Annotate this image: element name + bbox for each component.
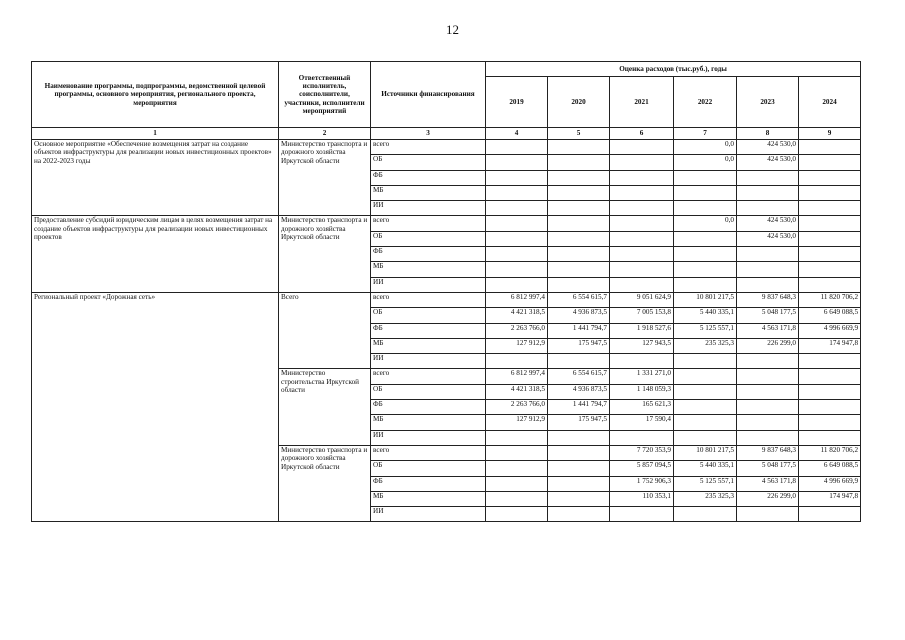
amount-cell: 4 421 318,5 <box>486 308 548 323</box>
amount-cell <box>674 384 737 399</box>
amount-cell: 1 331 271,0 <box>610 369 674 384</box>
amount-cell <box>737 247 799 262</box>
amount-cell <box>799 384 861 399</box>
amount-cell <box>674 247 737 262</box>
amount-cell <box>799 369 861 384</box>
amount-cell <box>737 185 799 200</box>
amount-cell: 4 563 171,8 <box>737 323 799 338</box>
amount-cell: 2 263 766,0 <box>486 400 548 415</box>
amount-cell <box>799 185 861 200</box>
amount-cell: 4 421 318,5 <box>486 384 548 399</box>
amount-cell: 6 649 088,5 <box>799 308 861 323</box>
amount-cell <box>737 170 799 185</box>
header-responsible: Ответственный исполнитель, соисполнители, участники, исполнители мероприятий <box>279 62 371 128</box>
header-year: 2021 <box>610 77 674 128</box>
amount-cell: 226 299,0 <box>737 491 799 506</box>
amount-cell: 5 440 335,1 <box>674 308 737 323</box>
amount-cell: 235 325,3 <box>674 491 737 506</box>
amount-cell <box>548 155 610 170</box>
amount-cell: 1 441 794,7 <box>548 400 610 415</box>
amount-cell <box>548 216 610 231</box>
amount-cell <box>737 400 799 415</box>
amount-cell <box>548 491 610 506</box>
amount-cell <box>674 507 737 522</box>
column-number: 2 <box>279 128 371 140</box>
amount-cell <box>486 247 548 262</box>
amount-cell <box>674 415 737 430</box>
amount-cell: 17 590,4 <box>610 415 674 430</box>
item-name-cell: Региональный проект «Дорожная сеть» <box>32 292 279 521</box>
amount-cell <box>610 216 674 231</box>
funding-source-cell: всего <box>371 369 486 384</box>
amount-cell <box>610 247 674 262</box>
amount-cell <box>610 231 674 246</box>
amount-cell <box>486 262 548 277</box>
amount-cell: 235 325,3 <box>674 338 737 353</box>
amount-cell <box>799 415 861 430</box>
amount-cell <box>486 491 548 506</box>
funding-source-cell: всего <box>371 292 486 307</box>
amount-cell: 226 299,0 <box>737 338 799 353</box>
amount-cell: 5 857 094,5 <box>610 461 674 476</box>
amount-cell <box>674 231 737 246</box>
amount-cell <box>610 140 674 155</box>
responsible-cell: Министерство транспорта и дорожного хозяйства Иркутской области <box>279 216 371 292</box>
amount-cell <box>486 461 548 476</box>
amount-cell <box>799 400 861 415</box>
amount-cell: 110 353,1 <box>610 491 674 506</box>
responsible-cell: Министерство транспорта и дорожного хозяйства Иркутской области <box>279 140 371 216</box>
amount-cell: 0,0 <box>674 140 737 155</box>
table-row <box>32 140 861 155</box>
amount-cell <box>486 507 548 522</box>
header-estimate: Оценка расходов (тыс.руб.), годы <box>486 62 861 77</box>
item-name-cell: Предоставление субсидий юридическим лицам в целях возмещения затрат на создание объектов инфраструктуры для реализации новых инвестиционных проектов <box>32 216 279 292</box>
table-body <box>32 140 861 522</box>
page-number: 12 <box>446 22 459 37</box>
amount-cell <box>486 277 548 292</box>
amount-cell: 4 996 669,9 <box>799 476 861 491</box>
amount-cell <box>486 155 548 170</box>
responsible-cell: Министерство транспорта и дорожного хозяйства Иркутской области <box>279 445 371 521</box>
amount-cell <box>674 170 737 185</box>
amount-cell <box>610 170 674 185</box>
column-number: 5 <box>548 128 610 140</box>
header-year: 2022 <box>674 77 737 128</box>
amount-cell <box>486 445 548 460</box>
amount-cell <box>486 170 548 185</box>
amount-cell <box>548 445 610 460</box>
amount-cell: 4 936 873,5 <box>548 308 610 323</box>
funding-source-cell: МБ <box>371 415 486 430</box>
amount-cell <box>674 430 737 445</box>
table-row <box>32 216 861 231</box>
responsible-cell: Министерство строительства Иркутской области <box>279 369 371 445</box>
amount-cell <box>610 430 674 445</box>
amount-cell <box>737 201 799 216</box>
amount-cell: 6 649 088,5 <box>799 461 861 476</box>
amount-cell <box>674 354 737 369</box>
amount-cell: 9 837 648,3 <box>737 292 799 307</box>
amount-cell: 10 801 217,5 <box>674 445 737 460</box>
amount-cell: 4 936 873,5 <box>548 384 610 399</box>
amount-cell: 7 720 353,9 <box>610 445 674 460</box>
amount-cell <box>486 430 548 445</box>
header-year: 2020 <box>548 77 610 128</box>
amount-cell <box>799 155 861 170</box>
amount-cell <box>486 201 548 216</box>
header-year: 2023 <box>737 77 799 128</box>
amount-cell <box>610 201 674 216</box>
amount-cell <box>610 507 674 522</box>
amount-cell <box>799 140 861 155</box>
amount-cell: 4 563 171,8 <box>737 476 799 491</box>
table-row <box>32 292 861 307</box>
funding-source-cell: ФБ <box>371 400 486 415</box>
amount-cell <box>548 231 610 246</box>
amount-cell: 2 263 766,0 <box>486 323 548 338</box>
amount-cell <box>548 170 610 185</box>
funding-source-cell: ОБ <box>371 308 486 323</box>
amount-cell: 1 752 906,3 <box>610 476 674 491</box>
amount-cell: 127 943,5 <box>610 338 674 353</box>
amount-cell: 5 048 177,5 <box>737 461 799 476</box>
amount-cell: 6 812 997,4 <box>486 292 548 307</box>
funding-source-cell: МБ <box>371 338 486 353</box>
amount-cell: 424 530,0 <box>737 216 799 231</box>
amount-cell: 127 912,9 <box>486 415 548 430</box>
amount-cell <box>674 262 737 277</box>
amount-cell: 6 554 615,7 <box>548 292 610 307</box>
column-number: 7 <box>674 128 737 140</box>
amount-cell <box>486 354 548 369</box>
amount-cell <box>548 277 610 292</box>
amount-cell <box>486 140 548 155</box>
funding-source-cell: ИИ <box>371 354 486 369</box>
amount-cell <box>737 430 799 445</box>
amount-cell <box>799 216 861 231</box>
amount-cell: 1 148 059,3 <box>610 384 674 399</box>
amount-cell: 6 554 615,7 <box>548 369 610 384</box>
column-number: 4 <box>486 128 548 140</box>
amount-cell <box>548 247 610 262</box>
funding-source-cell: ИИ <box>371 277 486 292</box>
funding-source-cell: ФБ <box>371 170 486 185</box>
amount-cell <box>610 262 674 277</box>
amount-cell <box>486 216 548 231</box>
header-year: 2024 <box>799 77 861 128</box>
column-number: 9 <box>799 128 861 140</box>
amount-cell: 175 947,5 <box>548 415 610 430</box>
column-number: 1 <box>32 128 279 140</box>
amount-cell: 424 530,0 <box>737 231 799 246</box>
funding-source-cell: ИИ <box>371 201 486 216</box>
amount-cell <box>548 354 610 369</box>
amount-cell <box>737 415 799 430</box>
amount-cell <box>486 185 548 200</box>
amount-cell <box>799 247 861 262</box>
amount-cell: 175 947,5 <box>548 338 610 353</box>
amount-cell <box>799 507 861 522</box>
funding-source-cell: всего <box>371 216 486 231</box>
amount-cell: 0,0 <box>674 155 737 170</box>
amount-cell <box>799 354 861 369</box>
header-source: Источники финансирования <box>371 62 486 128</box>
amount-cell: 11 820 706,2 <box>799 292 861 307</box>
amount-cell: 0,0 <box>674 216 737 231</box>
amount-cell <box>799 277 861 292</box>
amount-cell: 6 812 997,4 <box>486 369 548 384</box>
funding-source-cell: всего <box>371 445 486 460</box>
amount-cell: 11 820 706,2 <box>799 445 861 460</box>
amount-cell: 9 051 624,9 <box>610 292 674 307</box>
amount-cell <box>674 201 737 216</box>
amount-cell: 127 912,9 <box>486 338 548 353</box>
funding-source-cell: МБ <box>371 262 486 277</box>
column-number: 3 <box>371 128 486 140</box>
amount-cell: 165 621,3 <box>610 400 674 415</box>
amount-cell <box>610 354 674 369</box>
amount-cell <box>799 262 861 277</box>
funding-source-cell: МБ <box>371 185 486 200</box>
amount-cell: 174 947,8 <box>799 491 861 506</box>
amount-cell <box>737 384 799 399</box>
amount-cell: 4 996 669,9 <box>799 323 861 338</box>
amount-cell: 1 918 527,6 <box>610 323 674 338</box>
amount-cell <box>610 185 674 200</box>
amount-cell <box>799 231 861 246</box>
funding-source-cell: ФБ <box>371 476 486 491</box>
amount-cell <box>799 430 861 445</box>
amount-cell: 9 837 648,3 <box>737 445 799 460</box>
responsible-cell: Всего <box>279 292 371 368</box>
funding-source-cell: МБ <box>371 491 486 506</box>
amount-cell <box>799 201 861 216</box>
amount-cell <box>486 476 548 491</box>
amount-cell: 10 801 217,5 <box>674 292 737 307</box>
funding-source-cell: всего <box>371 140 486 155</box>
amount-cell: 5 125 557,1 <box>674 476 737 491</box>
amount-cell <box>674 400 737 415</box>
amount-cell <box>548 262 610 277</box>
funding-source-cell: ФБ <box>371 323 486 338</box>
amount-cell: 5 440 335,1 <box>674 461 737 476</box>
amount-cell <box>548 201 610 216</box>
column-number: 8 <box>737 128 799 140</box>
amount-cell <box>548 185 610 200</box>
amount-cell <box>548 476 610 491</box>
amount-cell <box>737 507 799 522</box>
funding-source-cell: ИИ <box>371 507 486 522</box>
funding-source-cell: ФБ <box>371 247 486 262</box>
amount-cell <box>737 354 799 369</box>
amount-cell <box>737 262 799 277</box>
header-year: 2019 <box>486 77 548 128</box>
funding-source-cell: ОБ <box>371 461 486 476</box>
amount-cell <box>548 140 610 155</box>
amount-cell: 424 530,0 <box>737 140 799 155</box>
amount-cell <box>674 185 737 200</box>
expense-table <box>31 61 861 522</box>
amount-cell <box>610 277 674 292</box>
amount-cell <box>737 369 799 384</box>
amount-cell: 5 125 557,1 <box>674 323 737 338</box>
header-name: Наименование программы, подпрограммы, ведомственной целевой программы, основного мероприятия, регионального проекта, мероприятия <box>32 62 279 128</box>
amount-cell <box>674 277 737 292</box>
amount-cell <box>548 507 610 522</box>
amount-cell <box>548 430 610 445</box>
funding-source-cell: ОБ <box>371 155 486 170</box>
amount-cell <box>674 369 737 384</box>
amount-cell <box>799 170 861 185</box>
item-name-cell: Основное мероприятие «Обеспечение возмещения затрат на создание объектов инфраструктуры для реализации новых инвестиционных проектов» на 2022-2023 годы <box>32 140 279 216</box>
funding-source-cell: ОБ <box>371 231 486 246</box>
amount-cell: 424 530,0 <box>737 155 799 170</box>
amount-cell <box>737 277 799 292</box>
amount-cell <box>486 231 548 246</box>
funding-source-cell: ИИ <box>371 430 486 445</box>
amount-cell: 1 441 794,7 <box>548 323 610 338</box>
amount-cell: 5 048 177,5 <box>737 308 799 323</box>
funding-source-cell: ОБ <box>371 384 486 399</box>
amount-cell <box>610 155 674 170</box>
amount-cell <box>548 461 610 476</box>
amount-cell: 7 005 153,8 <box>610 308 674 323</box>
amount-cell: 174 947,8 <box>799 338 861 353</box>
column-number: 6 <box>610 128 674 140</box>
